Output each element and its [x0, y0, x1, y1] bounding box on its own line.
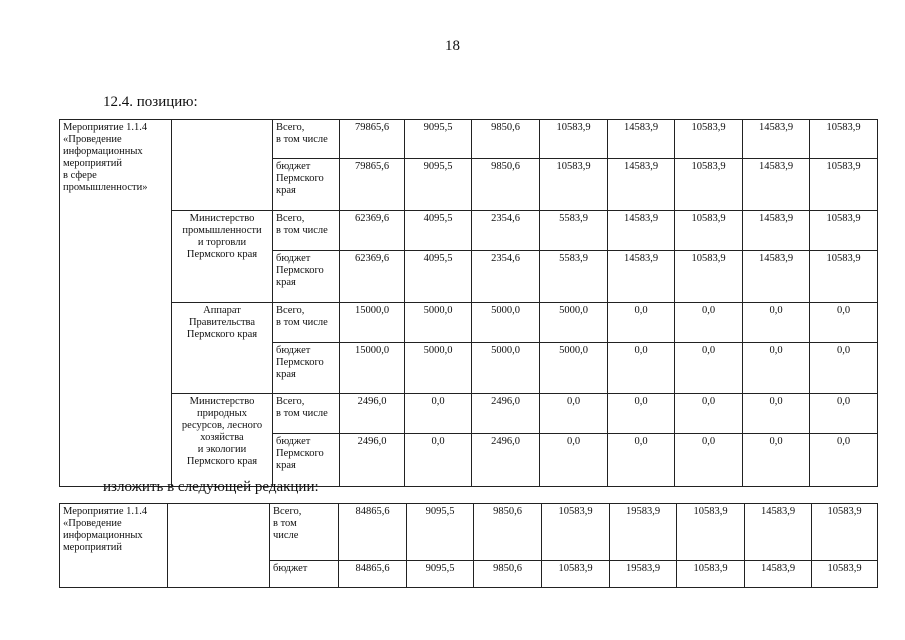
amount-cell-text: 10583,9 — [827, 506, 862, 517]
amount-cell — [743, 159, 810, 211]
amount-cell — [340, 211, 405, 251]
amount-cell — [405, 120, 472, 159]
executor-cell — [172, 394, 273, 487]
amount-cell-text: 0,0 — [431, 436, 445, 447]
table-row — [60, 504, 878, 561]
amount-cell — [474, 504, 542, 561]
amount-cell-text: 14583,9 — [623, 122, 659, 133]
event-description-cell-text: Мероприятие 1.1.4 «Проведение информационных мероприятий — [63, 506, 148, 553]
amount-cell — [608, 159, 675, 211]
amount-cell-text: 10583,9 — [556, 122, 591, 133]
amount-cell — [675, 303, 743, 343]
amount-cell-text: 9850,6 — [493, 563, 522, 574]
amount-cell-text: 0,0 — [701, 396, 716, 407]
amount-cell-text: 14583,9 — [760, 563, 796, 574]
amount-cell — [474, 561, 542, 588]
amount-cell-text: 19583,9 — [625, 563, 661, 574]
funding-type-cell — [273, 343, 340, 394]
funding-type-cell-text: бюджет Пермского края — [276, 345, 324, 380]
funding-type-cell-text: бюджет — [273, 563, 308, 574]
table-row — [60, 394, 878, 434]
amount-cell — [743, 303, 810, 343]
amount-cell — [743, 251, 810, 303]
funding-type-cell — [270, 561, 339, 588]
amount-cell — [407, 504, 474, 561]
amount-cell — [675, 159, 743, 211]
funding-type-cell — [273, 159, 340, 211]
amount-cell — [340, 251, 405, 303]
amount-cell — [675, 120, 743, 159]
amount-cell-text: 14583,9 — [623, 253, 659, 264]
amount-cell — [745, 504, 812, 561]
amount-cell — [608, 434, 675, 487]
amount-cell-text: 10583,9 — [691, 122, 726, 133]
amount-cell — [339, 561, 407, 588]
amount-cell — [472, 434, 540, 487]
amount-cell — [675, 251, 743, 303]
executor-cell — [168, 504, 270, 588]
amount-cell — [810, 211, 878, 251]
amount-cell-text: 5000,0 — [491, 345, 520, 356]
funding-type-cell-text: Всего, в том числе — [276, 213, 328, 236]
amount-cell — [675, 394, 743, 434]
amount-cell — [540, 434, 608, 487]
amount-cell-text: 2496,0 — [491, 396, 520, 407]
amount-cell — [340, 343, 405, 394]
amount-cell-text: 14583,9 — [758, 213, 794, 224]
funding-type-cell-text: бюджет Пермского края — [276, 436, 324, 471]
section-heading: 12.4. позицию: — [103, 94, 198, 110]
amount-cell — [743, 434, 810, 487]
amount-cell-text: 10583,9 — [826, 161, 861, 172]
amount-cell — [608, 343, 675, 394]
table-row — [60, 120, 878, 159]
executor-cell — [172, 303, 273, 394]
funding-type-cell-text: Всего, в том числе — [276, 396, 328, 419]
funding-type-cell-text: бюджет Пермского края — [276, 161, 324, 196]
amount-cell — [405, 394, 472, 434]
amount-cell-text: 0,0 — [701, 345, 716, 356]
executor-cell — [172, 211, 273, 303]
amount-cell-text: 79865,6 — [354, 161, 390, 172]
amount-cell — [812, 561, 878, 588]
amount-cell-text: 62369,6 — [354, 213, 390, 224]
amount-cell — [472, 159, 540, 211]
amount-cell — [610, 504, 677, 561]
amount-cell-text: 5000,0 — [559, 305, 588, 316]
funding-type-cell-text: Всего, в том числе — [276, 122, 328, 145]
amount-cell — [675, 434, 743, 487]
funding-type-cell — [273, 211, 340, 251]
amount-cell-text: 5000,0 — [491, 305, 520, 316]
amount-cell — [540, 251, 608, 303]
amount-cell — [472, 343, 540, 394]
amount-cell-text: 5583,9 — [559, 253, 588, 264]
amount-cell-text: 84865,6 — [355, 506, 390, 517]
amount-cell-text: 10583,9 — [558, 563, 593, 574]
table-row — [60, 211, 878, 251]
amount-cell — [340, 303, 405, 343]
amount-cell — [405, 434, 472, 487]
amount-cell — [540, 159, 608, 211]
amount-cell — [677, 504, 745, 561]
amount-cell — [608, 394, 675, 434]
amount-cell-text: 2496,0 — [491, 436, 520, 447]
amount-cell — [745, 561, 812, 588]
amount-cell — [540, 211, 608, 251]
executor-cell-text: Министерство промышленности и торговли Пермского края — [182, 213, 262, 260]
amount-cell — [810, 251, 878, 303]
amount-cell — [540, 120, 608, 159]
amount-cell-text: 9850,6 — [491, 161, 520, 172]
amount-cell — [743, 211, 810, 251]
funding-type-cell-text: Всего, в том числе — [276, 305, 328, 328]
amount-cell — [812, 504, 878, 561]
amount-cell — [405, 211, 472, 251]
amount-cell-text: 14583,9 — [758, 253, 794, 264]
amount-cell-text: 2354,6 — [491, 213, 520, 224]
amount-cell — [540, 343, 608, 394]
amount-cell-text: 0,0 — [634, 436, 648, 447]
amount-cell-text: 0,0 — [634, 305, 648, 316]
amount-cell-text: 10583,9 — [826, 122, 861, 133]
funding-type-cell-text: Всего, в том числе — [273, 506, 302, 541]
amount-cell-text: 14583,9 — [758, 161, 794, 172]
amount-cell-text: 15000,0 — [354, 305, 390, 316]
amount-cell-text: 9850,6 — [493, 506, 522, 517]
amount-cell-text: 5583,9 — [559, 213, 588, 224]
amount-cell — [810, 159, 878, 211]
amount-cell — [339, 504, 407, 561]
amount-cell — [472, 251, 540, 303]
amount-cell — [608, 120, 675, 159]
amount-cell-text: 10583,9 — [558, 506, 593, 517]
amount-cell-text: 9850,6 — [491, 122, 520, 133]
amount-cell — [472, 211, 540, 251]
amount-cell — [405, 343, 472, 394]
amount-cell-text: 0,0 — [836, 345, 851, 356]
amount-cell — [542, 561, 610, 588]
amount-cell — [810, 343, 878, 394]
amount-cell — [608, 211, 675, 251]
amount-cell — [542, 504, 610, 561]
amount-cell-text: 10583,9 — [691, 161, 726, 172]
amount-cell-text: 15000,0 — [354, 345, 390, 356]
amount-cell — [472, 120, 540, 159]
amount-cell-text: 10583,9 — [827, 563, 862, 574]
amount-cell — [340, 120, 405, 159]
amount-cell — [340, 159, 405, 211]
amount-cell-text: 4095,5 — [423, 253, 453, 264]
amount-cell-text: 10583,9 — [826, 213, 861, 224]
amount-cell-text: 4095,5 — [423, 213, 453, 224]
amount-cell — [677, 561, 745, 588]
funding-type-cell — [273, 394, 340, 434]
amount-cell-text: 79865,6 — [354, 122, 390, 133]
amount-cell — [540, 303, 608, 343]
amount-cell — [675, 211, 743, 251]
amount-cell-text: 10583,9 — [693, 506, 728, 517]
amount-cell — [340, 394, 405, 434]
amount-cell-text: 10583,9 — [556, 161, 591, 172]
amount-cell-text: 9095,5 — [423, 161, 453, 172]
amount-cell — [743, 394, 810, 434]
amount-cell — [405, 303, 472, 343]
amount-cell-text: 84865,6 — [355, 563, 390, 574]
amount-cell — [405, 251, 472, 303]
amount-cell-text: 0,0 — [431, 396, 445, 407]
amount-cell — [405, 159, 472, 211]
amount-cell — [472, 303, 540, 343]
amount-cell-text: 0,0 — [701, 436, 716, 447]
amount-cell-text: 14583,9 — [760, 506, 796, 517]
executor-cell-text: Аппарат Правительства Пермского края — [186, 305, 258, 340]
amount-cell-text: 19583,9 — [625, 506, 661, 517]
amount-cell-text: 14583,9 — [758, 122, 794, 133]
amount-cell-text: 0,0 — [566, 436, 581, 447]
amount-cell-text: 2496,0 — [357, 396, 387, 407]
table-row — [60, 303, 878, 343]
amount-cell-text: 10583,9 — [691, 213, 726, 224]
amount-cell-text: 5000,0 — [423, 305, 453, 316]
amount-cell — [743, 343, 810, 394]
amount-cell — [340, 434, 405, 487]
funding-type-cell — [273, 303, 340, 343]
amount-cell — [743, 120, 810, 159]
funding-type-cell-text: бюджет Пермского края — [276, 253, 324, 288]
event-description-cell — [60, 120, 172, 487]
amount-cell-text: 2496,0 — [357, 436, 387, 447]
funding-type-cell — [273, 251, 340, 303]
amount-cell-text: 0,0 — [634, 345, 648, 356]
new-position-table — [59, 503, 878, 588]
amount-cell-text: 10583,9 — [691, 253, 726, 264]
amount-cell — [810, 303, 878, 343]
amount-cell-text: 62369,6 — [354, 253, 390, 264]
amount-cell-text: 0,0 — [836, 305, 851, 316]
amount-cell-text: 0,0 — [701, 305, 716, 316]
amount-cell — [608, 251, 675, 303]
amount-cell-text: 5000,0 — [423, 345, 453, 356]
amount-cell-text: 9095,5 — [425, 506, 455, 517]
amount-cell-text: 14583,9 — [623, 161, 659, 172]
amount-cell-text: 0,0 — [769, 396, 783, 407]
amount-cell-text: 5000,0 — [559, 345, 588, 356]
amount-cell-text: 0,0 — [566, 396, 581, 407]
event-description-cell — [60, 504, 168, 588]
amount-cell-text: 14583,9 — [623, 213, 659, 224]
amount-cell-text: 0,0 — [769, 305, 783, 316]
amount-cell — [407, 561, 474, 588]
executor-cell-text: Министерство природных ресурсов, лесного хозяйства и экологии Пермского края — [181, 396, 263, 467]
amount-cell-text: 9095,5 — [425, 563, 455, 574]
amount-cell — [610, 561, 677, 588]
amount-cell-text: 0,0 — [769, 345, 783, 356]
executor-cell — [172, 120, 273, 211]
amount-cell — [810, 120, 878, 159]
amount-cell — [540, 394, 608, 434]
amount-cell-text: 10583,9 — [693, 563, 728, 574]
amount-cell-text: 0,0 — [634, 396, 648, 407]
page-number: 18 — [445, 38, 460, 54]
amount-cell-text: 2354,6 — [491, 253, 520, 264]
old-position-table — [59, 119, 878, 487]
replacement-heading: изложить в следующей редакции: — [103, 479, 319, 495]
funding-type-cell — [270, 504, 339, 561]
event-description-cell-text: Мероприятие 1.1.4 «Проведение информационных мероприятий в сфере промышленности» — [63, 122, 148, 193]
amount-cell — [675, 343, 743, 394]
amount-cell-text: 9095,5 — [423, 122, 453, 133]
amount-cell-text: 0,0 — [836, 436, 851, 447]
amount-cell — [810, 394, 878, 434]
amount-cell-text: 0,0 — [769, 436, 783, 447]
amount-cell-text: 0,0 — [836, 396, 851, 407]
amount-cell-text: 10583,9 — [826, 253, 861, 264]
amount-cell — [608, 303, 675, 343]
funding-type-cell — [273, 120, 340, 159]
amount-cell — [810, 434, 878, 487]
amount-cell — [472, 394, 540, 434]
